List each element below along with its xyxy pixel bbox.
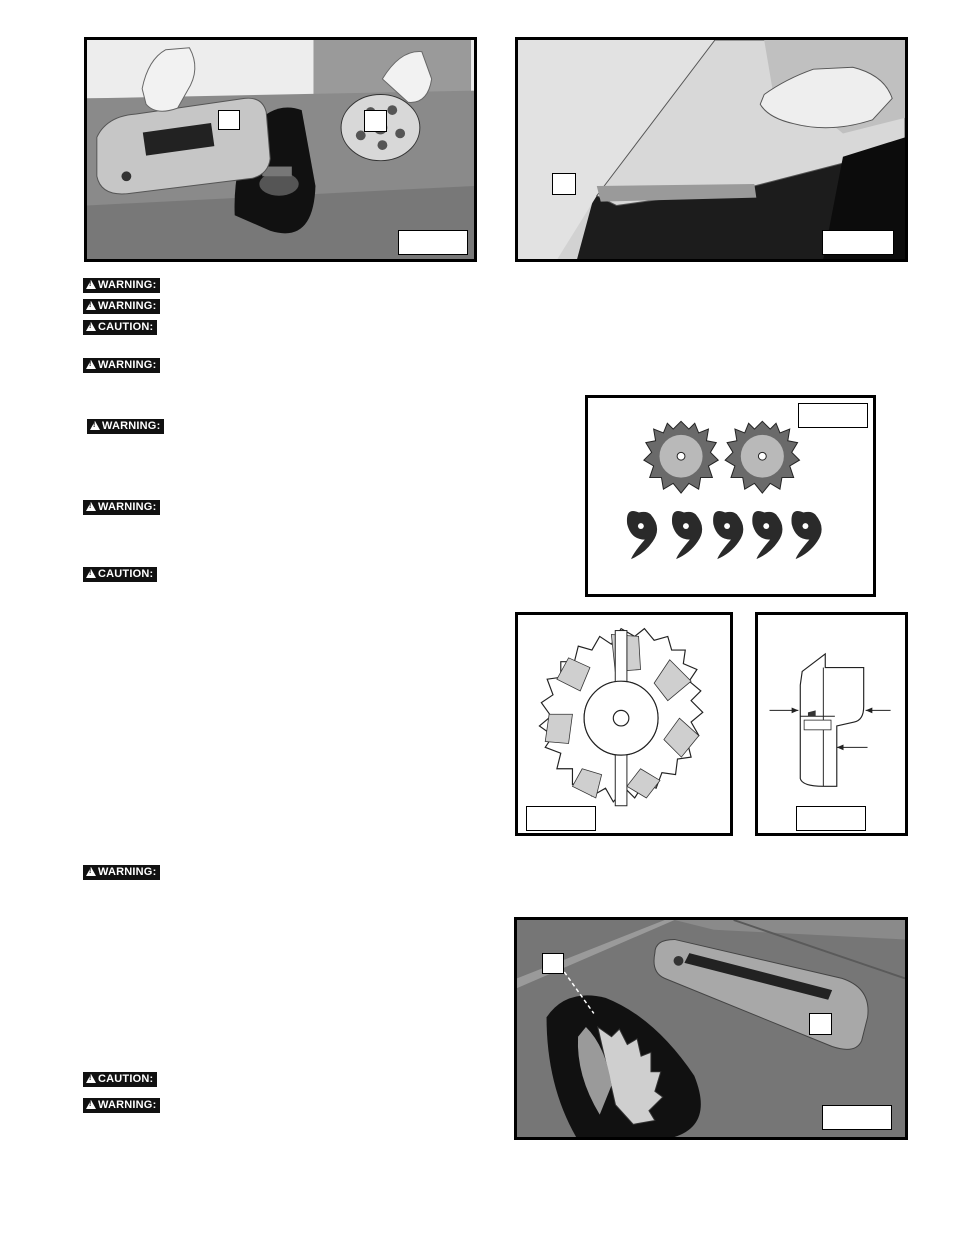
chipper-profile-drawing <box>758 615 905 833</box>
chipper-5 <box>791 511 821 559</box>
figure-label <box>822 1105 892 1130</box>
warning-triangle-icon <box>86 301 96 310</box>
chipper-2 <box>672 511 702 559</box>
dado-set-figure <box>585 395 876 597</box>
outside-blade-left <box>644 421 718 493</box>
callout-box-a <box>542 953 564 974</box>
warning-label <box>83 865 160 880</box>
photo-board-on-table <box>515 37 908 262</box>
caution-label-text: CAUTION: <box>98 1073 154 1085</box>
outside-blade-drawing <box>518 615 730 833</box>
figure-label <box>798 403 868 428</box>
warning-triangle-icon <box>86 867 96 876</box>
chipper-4 <box>752 511 782 559</box>
warning-triangle-icon <box>86 502 96 511</box>
warning-label <box>83 1098 160 1113</box>
figure-label <box>822 230 894 255</box>
figure-label <box>526 806 596 831</box>
warning-triangle-icon <box>86 1100 96 1109</box>
warning-triangle-icon <box>86 360 96 369</box>
warning-label-text: WARNING: <box>102 420 161 432</box>
chipper-1 <box>627 511 657 559</box>
callout-box-b <box>364 110 387 132</box>
warning-label <box>83 299 160 314</box>
figure-label <box>398 230 468 255</box>
outside-blade-figure <box>515 612 733 836</box>
warning-label <box>83 358 160 373</box>
caution-triangle-icon <box>86 1074 96 1083</box>
warning-label <box>83 278 160 293</box>
warning-triangle-icon <box>86 280 96 289</box>
caution-label <box>83 320 157 335</box>
caution-label-text: CAUTION: <box>98 568 154 580</box>
photo-board-on-table-image <box>518 40 905 259</box>
figure-label <box>796 806 866 831</box>
caution-label <box>83 1072 157 1087</box>
outside-blade-right <box>725 421 799 493</box>
callout-box-a <box>218 110 240 130</box>
photo-dado-insert <box>514 917 908 1140</box>
warning-label-text: WARNING: <box>98 279 157 291</box>
caution-triangle-icon <box>86 569 96 578</box>
caution-triangle-icon <box>86 322 96 331</box>
photo-insert-removal <box>84 37 477 262</box>
warning-label-text: WARNING: <box>98 300 157 312</box>
warning-triangle-icon <box>90 421 100 430</box>
callout-box-a <box>552 173 576 195</box>
warning-label <box>83 500 160 515</box>
warning-label <box>87 419 164 434</box>
caution-label <box>83 567 157 582</box>
caution-label-text: CAUTION: <box>98 321 154 333</box>
chipper-3 <box>713 511 743 559</box>
photo-insert-removal-image <box>87 40 474 259</box>
warning-label-text: WARNING: <box>98 866 157 878</box>
chipper-profile-figure <box>755 612 908 836</box>
callout-box-b <box>809 1013 832 1035</box>
warning-label-text: WARNING: <box>98 501 157 513</box>
warning-label-text: WARNING: <box>98 1099 157 1111</box>
warning-label-text: WARNING: <box>98 359 157 371</box>
